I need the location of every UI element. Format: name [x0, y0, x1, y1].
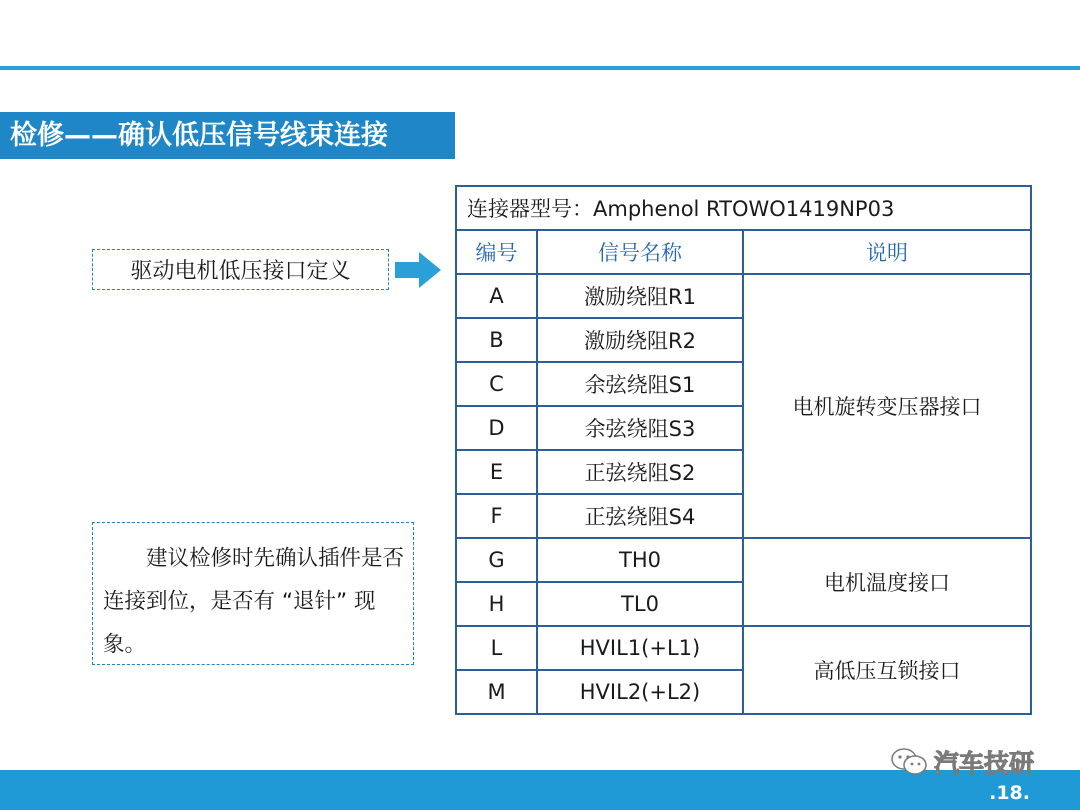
wechat-icon [890, 747, 928, 777]
definition-label-box [92, 249, 389, 290]
note-text: 建议检修时先确认插件是否连接到位，是否有 “退针” 现象。 [103, 546, 405, 657]
pin-id: C [456, 362, 537, 406]
pin-id: M [456, 670, 537, 714]
signal-name: 余弦绕阻S1 [537, 362, 743, 406]
table-row [456, 626, 1031, 670]
table-header-row [456, 230, 1031, 274]
pin-id: F [456, 494, 537, 538]
pin-id: E [456, 450, 537, 494]
pin-id: B [456, 318, 537, 362]
signal-name: 正弦绕阻S2 [537, 450, 743, 494]
note-box [92, 522, 414, 665]
connector-spec-table [455, 185, 1032, 715]
watermark [890, 744, 1034, 780]
header-signal: 信号名称 [537, 230, 743, 274]
group-desc: 电机旋转变压器接口 [743, 274, 1031, 538]
pin-id: D [456, 406, 537, 450]
page-number: .18. [989, 782, 1030, 804]
right-arrow-icon [395, 252, 441, 288]
header-desc: 说明 [743, 230, 1031, 274]
table-row [456, 538, 1031, 582]
signal-name: HVIL1(+L1) [537, 626, 743, 670]
table-row [456, 274, 1031, 318]
connector-model: 连接器型号：Amphenol RTOWO1419NP03 [456, 186, 1031, 230]
definition-label: 驱动电机低压接口定义 [130, 259, 351, 284]
page-title: 检修——确认低压信号线束连接 [10, 120, 388, 151]
top-divider [0, 66, 1080, 70]
pin-id: G [456, 538, 537, 582]
pin-id: L [456, 626, 537, 670]
group-desc: 电机温度接口 [743, 538, 1031, 626]
signal-name: 激励绕阻R1 [537, 274, 743, 318]
signal-name: 激励绕阻R2 [537, 318, 743, 362]
signal-name: 正弦绕阻S4 [537, 494, 743, 538]
header-id: 编号 [456, 230, 537, 274]
pin-id: H [456, 582, 537, 626]
signal-name: HVIL2(+L2) [537, 670, 743, 714]
pin-id: A [456, 274, 537, 318]
watermark-text: 汽车技研 [934, 749, 1035, 778]
signal-name: 余弦绕阻S3 [537, 406, 743, 450]
signal-name: TL0 [537, 582, 743, 626]
signal-name: TH0 [537, 538, 743, 582]
title-banner [0, 112, 455, 159]
group-desc: 高低压互锁接口 [743, 626, 1031, 714]
